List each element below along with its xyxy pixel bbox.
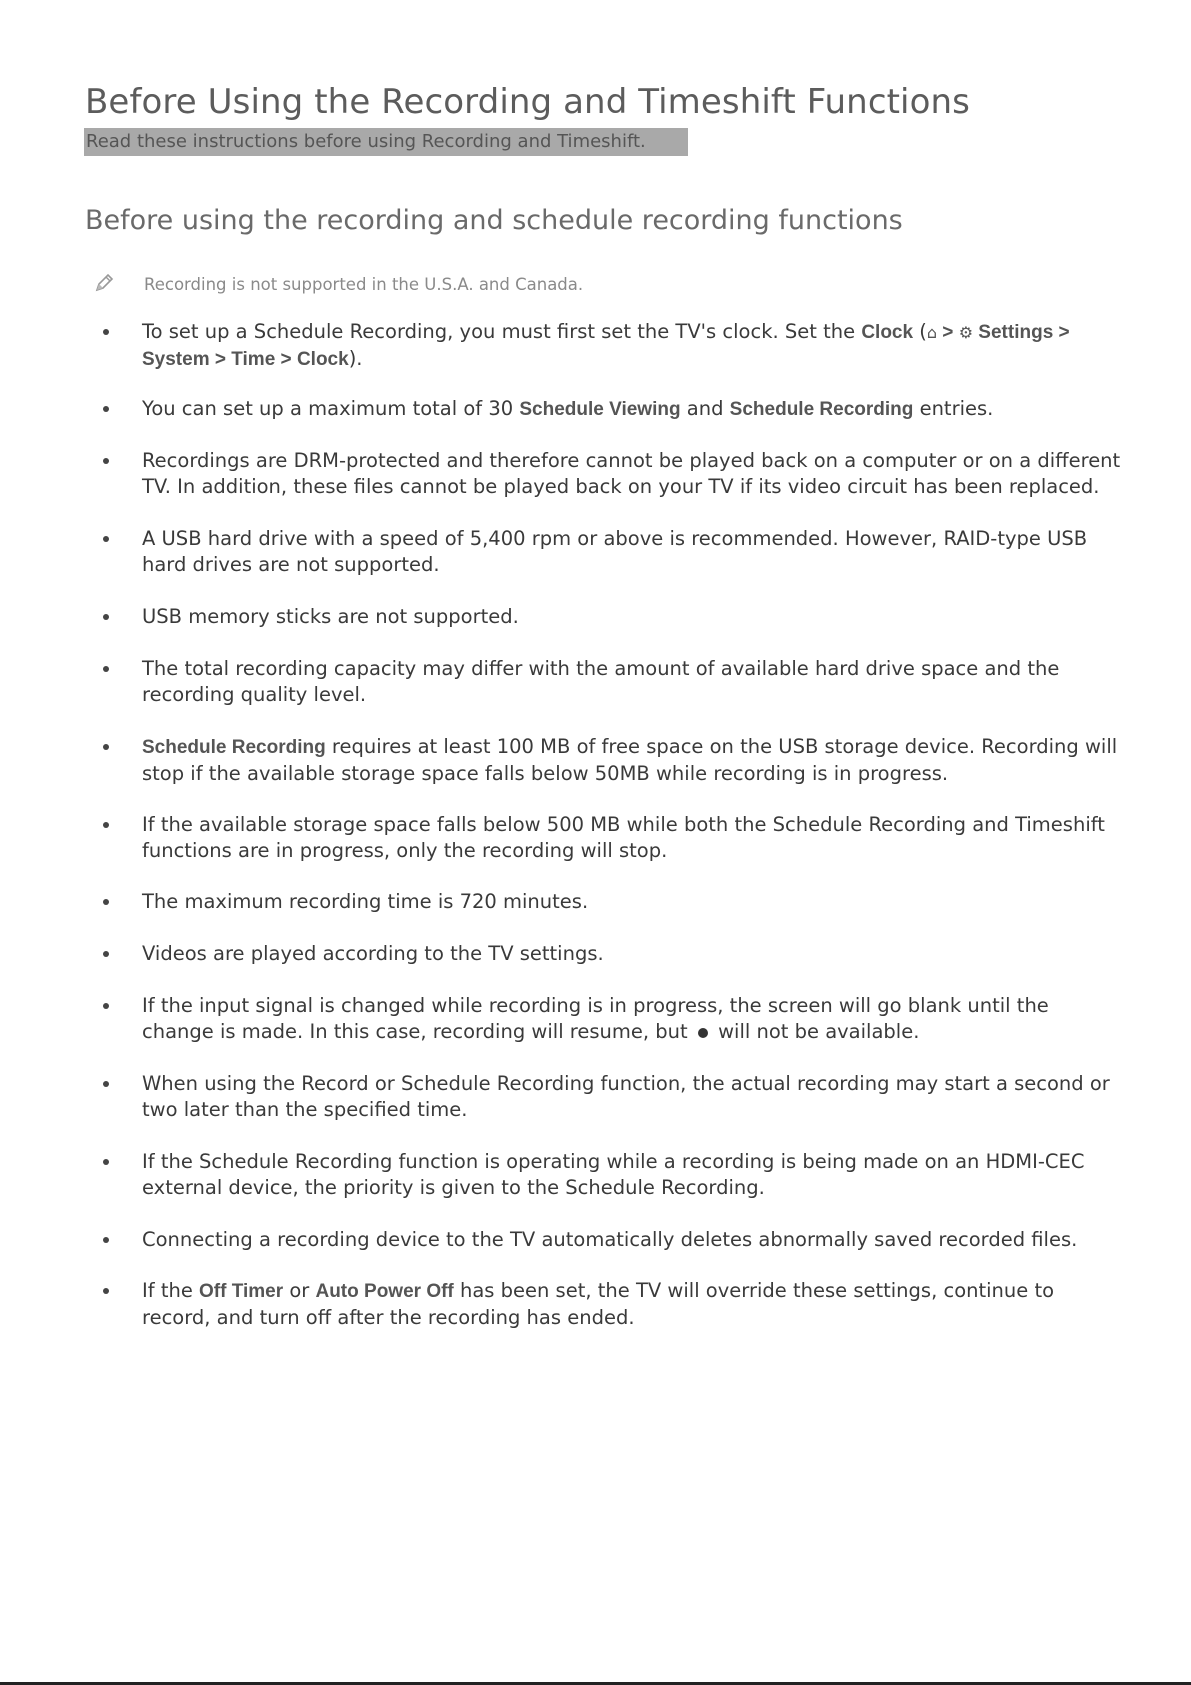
bullet-icon <box>103 1288 109 1294</box>
bullet-icon <box>103 406 109 412</box>
menu-auto-power-off: Auto Power Off <box>315 1281 454 1302</box>
bullet-icon <box>103 329 109 335</box>
bullet-icon <box>103 1237 109 1243</box>
item-text: If the input signal is changed while recording is in progress, the screen will go blank until the change is made. In this case, recording will resume, but <box>142 994 1049 1043</box>
chevron-right-icon: > <box>209 349 232 370</box>
bullet-icon <box>103 951 109 957</box>
menu-clock: Clock <box>861 322 914 343</box>
section-heading: Before using the recording and schedule recording functions <box>85 205 903 236</box>
chevron-right-icon: > <box>1053 322 1070 343</box>
menu-schedule-recording: Schedule Recording <box>729 399 914 420</box>
home-icon: ⌂ <box>926 323 938 342</box>
chevron-right-icon: > <box>275 349 297 370</box>
item-text: entries. <box>913 397 994 420</box>
menu-system: System <box>142 349 210 370</box>
bullet-icon <box>103 744 109 750</box>
paren-close: ). <box>348 347 363 370</box>
menu-clock: Clock <box>296 349 349 370</box>
bullet-icon <box>103 1159 109 1165</box>
list-item: A USB hard drive with a speed of 5,400 rpm or above is recommended. However, RAID-type USB hard drives are not supported. <box>142 527 1088 576</box>
list-item: Videos are played according to the TV settings. <box>142 942 604 965</box>
menu-settings: Settings <box>973 322 1054 343</box>
item-text: To set up a Schedule Recording, you must first set the TV's clock. Set the <box>142 320 862 343</box>
bullet-icon <box>103 458 109 464</box>
item-text: and <box>680 397 730 420</box>
list-item <box>142 993 1122 1045</box>
list-item <box>142 319 1122 373</box>
list-item: If the Schedule Recording function is operating while a recording is being made on an HDMI-CEC external device, the priority is given to the Schedule Recording. <box>142 1150 1085 1199</box>
menu-schedule-viewing: Schedule Viewing <box>519 399 681 420</box>
item-text: If the <box>142 1279 200 1302</box>
bullet-icon <box>103 899 109 905</box>
pencil-icon <box>93 272 115 298</box>
bullet-icon <box>103 536 109 542</box>
list-item: USB memory sticks are not supported. <box>142 605 519 628</box>
note <box>93 272 583 298</box>
item-text: requires at least 100 MB of free space on the USB storage device. Recording will stop if the available storage space falls below 50MB while recording is in progress. <box>142 735 1118 785</box>
bullet-icon <box>103 1081 109 1087</box>
record-dot-icon <box>698 1028 708 1038</box>
paren-open: ( <box>913 320 927 343</box>
page-subtitle-highlight: Read these instructions before using Recording and Timeshift. <box>84 128 688 156</box>
list-item: Connecting a recording device to the TV automatically deletes abnormally saved recorded files. <box>142 1228 1078 1251</box>
item-text: You can set up a maximum total of 30 <box>142 397 520 420</box>
menu-schedule-recording: Schedule Recording <box>142 737 326 758</box>
bullet-icon <box>103 666 109 672</box>
menu-off-timer: Off Timer <box>199 1281 284 1302</box>
bullet-icon <box>103 614 109 620</box>
list-item: If the available storage space falls below 500 MB while both the Schedule Recording and Timeshift functions are in progress, only the recording will stop. <box>142 813 1105 862</box>
list-item <box>142 734 1122 787</box>
list-item: The maximum recording time is 720 minutes. <box>142 890 589 913</box>
menu-time: Time <box>231 349 276 370</box>
bullet-icon <box>103 1003 109 1009</box>
bullet-icon <box>103 822 109 828</box>
item-text: will not be available. <box>711 1020 920 1043</box>
page-title: Before Using the Recording and Timeshift Functions <box>85 82 970 122</box>
list-item: The total recording capacity may differ with the amount of available hard drive space and the recording quality level. <box>142 657 1060 706</box>
list-item: Recordings are DRM-protected and therefore cannot be played back on a computer or on a different TV. In addition, these files cannot be played back on your TV if its video circuit has been replaced. <box>142 449 1121 498</box>
list-item: When using the Record or Schedule Recording function, the actual recording may start a second or two later than the specified time. <box>142 1072 1110 1121</box>
item-text: or <box>283 1279 316 1302</box>
note-text: Recording is not supported in the U.S.A. and Canada. <box>144 275 584 294</box>
chevron-right-icon: > <box>937 322 959 343</box>
list-item <box>142 396 1122 423</box>
item-text: has been set, the TV will override these settings, continue to record, and turn off after the recording has ended. <box>142 1279 1055 1329</box>
gear-icon: ⚙ <box>958 323 974 342</box>
list-item <box>142 1278 1122 1331</box>
